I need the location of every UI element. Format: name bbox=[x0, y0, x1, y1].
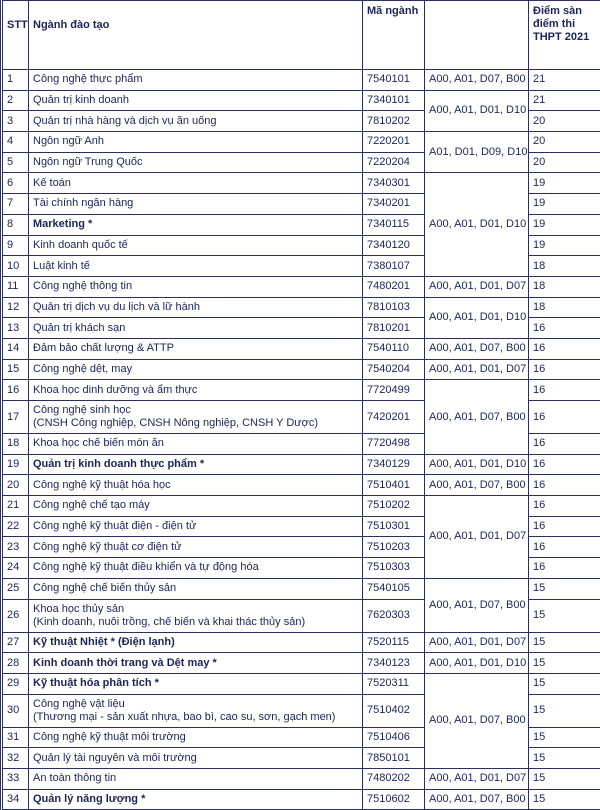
major-subtitle: (CNSH Công nghiệp, CNSH Nông nghiệp, CNSH Y Dược) bbox=[33, 417, 318, 429]
row-major-name bbox=[29, 173, 363, 194]
major-name: Công nghệ kỹ thuật hóa học bbox=[33, 479, 171, 491]
row-stt: 5 bbox=[2, 152, 29, 173]
row-stt: 12 bbox=[2, 297, 29, 318]
row-code: 7510602 bbox=[363, 789, 425, 810]
row-stt: 33 bbox=[2, 768, 29, 789]
row-code: 7540110 bbox=[363, 338, 425, 359]
row-major-name bbox=[29, 338, 363, 359]
major-name: Công nghệ kỹ thuật cơ điện tử bbox=[33, 541, 182, 553]
row-score: 15 bbox=[529, 748, 600, 769]
row-combo: A00, A01, D01, D07 bbox=[425, 632, 529, 653]
row-major-name bbox=[29, 768, 363, 789]
header-combo bbox=[425, 1, 529, 70]
row-code: 7340123 bbox=[363, 653, 425, 674]
row-stt: 24 bbox=[2, 558, 29, 579]
row-major-name bbox=[29, 789, 363, 810]
row-major-name bbox=[29, 318, 363, 339]
row-code: 7520115 bbox=[363, 632, 425, 653]
row-stt: 26 bbox=[2, 599, 29, 632]
table-row bbox=[2, 276, 600, 297]
row-combo: A00, A01, D01, D10 bbox=[425, 90, 529, 131]
row-combo: A00, A01, D01, D10 bbox=[425, 454, 529, 475]
header-major: Ngành đào tạo bbox=[29, 1, 363, 70]
row-code: 7340201 bbox=[363, 194, 425, 215]
row-code: 7340115 bbox=[363, 214, 425, 235]
row-stt: 15 bbox=[2, 359, 29, 380]
major-name: Kỹ thuật Nhiệt * (Điện lạnh) bbox=[33, 636, 175, 648]
row-stt: 30 bbox=[2, 694, 29, 727]
row-stt: 31 bbox=[2, 727, 29, 748]
row-code: 7810202 bbox=[363, 111, 425, 132]
row-major-name bbox=[29, 401, 363, 434]
row-score: 15 bbox=[529, 653, 600, 674]
table-row bbox=[2, 70, 600, 91]
row-code: 7340129 bbox=[363, 454, 425, 475]
major-name: Ngôn ngữ Anh bbox=[33, 135, 104, 147]
major-name: Khoa học dinh dưỡng và ẩm thực bbox=[33, 384, 197, 396]
major-name: Công nghệ chế tạo máy bbox=[33, 499, 150, 511]
major-name: Quản trị kinh doanh bbox=[33, 94, 129, 106]
row-major-name bbox=[29, 516, 363, 537]
major-name: Công nghệ kỹ thuật điện - điện tử bbox=[33, 520, 196, 532]
major-name: Marketing * bbox=[33, 218, 92, 230]
major-name: Ngôn ngữ Trung Quốc bbox=[33, 156, 142, 168]
table-row bbox=[2, 173, 600, 194]
major-name: Quản lý năng lượng * bbox=[33, 793, 145, 805]
major-name: Luật kinh tế bbox=[33, 260, 90, 272]
row-code: 7540204 bbox=[363, 359, 425, 380]
major-name: Công nghệ chế biến thủy sản bbox=[33, 582, 176, 594]
row-stt: 4 bbox=[2, 132, 29, 153]
row-combo: A00, A01, D07, B00 bbox=[425, 380, 529, 454]
row-score: 19 bbox=[529, 214, 600, 235]
row-score: 16 bbox=[529, 558, 600, 579]
row-major-name bbox=[29, 694, 363, 727]
row-combo: A00, A01, D07, B00 bbox=[425, 70, 529, 91]
row-stt: 3 bbox=[2, 111, 29, 132]
major-name: An toàn thông tin bbox=[33, 772, 116, 784]
row-score: 21 bbox=[529, 90, 600, 111]
major-name: Quản trị dịch vụ du lịch và lữ hành bbox=[33, 301, 200, 313]
row-stt: 14 bbox=[2, 338, 29, 359]
row-major-name bbox=[29, 194, 363, 215]
row-code: 7720498 bbox=[363, 434, 425, 455]
row-major-name bbox=[29, 727, 363, 748]
row-code: 7220201 bbox=[363, 132, 425, 153]
row-major-name bbox=[29, 632, 363, 653]
table-body bbox=[2, 70, 600, 810]
row-stt: 22 bbox=[2, 516, 29, 537]
row-score: 18 bbox=[529, 256, 600, 277]
row-stt: 27 bbox=[2, 632, 29, 653]
row-stt: 9 bbox=[2, 235, 29, 256]
row-score: 16 bbox=[529, 401, 600, 434]
major-subtitle: (Thương mại - sản xuất nhựa, bao bì, cao su, sơn, gạch men) bbox=[33, 711, 335, 723]
row-code: 7850101 bbox=[363, 748, 425, 769]
major-name: Kỹ thuật hóa phân tích * bbox=[33, 677, 159, 689]
table-row bbox=[2, 380, 600, 401]
row-score: 15 bbox=[529, 694, 600, 727]
header-score: Điểm sàn điểm thi THPT 2021 bbox=[529, 1, 600, 70]
row-combo: A00, A01, D07, B00 bbox=[425, 338, 529, 359]
row-combo: A00, A01, D01, D07 bbox=[425, 359, 529, 380]
row-stt: 16 bbox=[2, 380, 29, 401]
row-score: 16 bbox=[529, 380, 600, 401]
row-score: 16 bbox=[529, 537, 600, 558]
major-name: Công nghệ kỹ thuật điều khiển và tự động hóa bbox=[33, 561, 259, 573]
row-code: 7480202 bbox=[363, 768, 425, 789]
row-major-name bbox=[29, 558, 363, 579]
row-stt: 28 bbox=[2, 653, 29, 674]
row-score: 15 bbox=[529, 578, 600, 599]
table-row bbox=[2, 768, 600, 789]
row-code: 7340301 bbox=[363, 173, 425, 194]
row-score: 20 bbox=[529, 132, 600, 153]
row-major-name bbox=[29, 70, 363, 91]
row-stt: 20 bbox=[2, 475, 29, 496]
row-major-name bbox=[29, 454, 363, 475]
major-name: Kinh doanh quốc tế bbox=[33, 239, 128, 251]
row-combo: A00, A01, D07, B00 bbox=[425, 578, 529, 632]
table-row bbox=[2, 359, 600, 380]
row-stt: 10 bbox=[2, 256, 29, 277]
row-combo: A00, A01, D07, B00 bbox=[425, 673, 529, 768]
row-score: 15 bbox=[529, 768, 600, 789]
row-stt: 17 bbox=[2, 401, 29, 434]
table-row bbox=[2, 496, 600, 517]
row-score: 15 bbox=[529, 673, 600, 694]
row-score: 16 bbox=[529, 454, 600, 475]
row-code: 7540105 bbox=[363, 578, 425, 599]
row-major-name bbox=[29, 297, 363, 318]
row-stt: 1 bbox=[2, 70, 29, 91]
row-major-name bbox=[29, 475, 363, 496]
table-row bbox=[2, 578, 600, 599]
major-name: Công nghệ kỹ thuật môi trường bbox=[33, 731, 186, 743]
row-score: 18 bbox=[529, 297, 600, 318]
table-row bbox=[2, 475, 600, 496]
major-name: Khoa học thủy sản bbox=[33, 603, 124, 615]
header-stt: STT bbox=[2, 1, 29, 70]
row-major-name bbox=[29, 90, 363, 111]
row-score: 16 bbox=[529, 516, 600, 537]
row-code: 7220204 bbox=[363, 152, 425, 173]
major-name: Tài chính ngân hàng bbox=[33, 197, 133, 209]
row-stt: 34 bbox=[2, 789, 29, 810]
major-name: Công nghệ sinh học bbox=[33, 404, 131, 416]
row-major-name bbox=[29, 380, 363, 401]
row-major-name bbox=[29, 673, 363, 694]
row-code: 7480201 bbox=[363, 276, 425, 297]
row-major-name bbox=[29, 537, 363, 558]
row-score: 20 bbox=[529, 111, 600, 132]
major-name: Đảm bảo chất lượng & ATTP bbox=[33, 342, 174, 354]
row-code: 7510301 bbox=[363, 516, 425, 537]
major-name: Quản trị kinh doanh thực phẩm * bbox=[33, 458, 204, 470]
major-name: Kinh doanh thời trang và Dệt may * bbox=[33, 657, 217, 669]
row-stt: 25 bbox=[2, 578, 29, 599]
row-code: 7340101 bbox=[363, 90, 425, 111]
row-major-name bbox=[29, 256, 363, 277]
row-score: 15 bbox=[529, 727, 600, 748]
row-code: 7510402 bbox=[363, 694, 425, 727]
row-combo: A00, A01, D01, D10 bbox=[425, 297, 529, 338]
row-code: 7620303 bbox=[363, 599, 425, 632]
row-major-name bbox=[29, 111, 363, 132]
row-combo: A00, A01, D07, B00 bbox=[425, 789, 529, 810]
table-row bbox=[2, 90, 600, 111]
header-code: Mã ngành bbox=[363, 1, 425, 70]
row-stt: 7 bbox=[2, 194, 29, 215]
row-stt: 6 bbox=[2, 173, 29, 194]
major-name: Công nghệ thực phẩm bbox=[33, 73, 143, 85]
table-row bbox=[2, 338, 600, 359]
row-code: 7510401 bbox=[363, 475, 425, 496]
major-name: Công nghệ dệt, may bbox=[33, 363, 132, 375]
row-stt: 2 bbox=[2, 90, 29, 111]
table-row bbox=[2, 454, 600, 475]
row-code: 7810103 bbox=[363, 297, 425, 318]
major-name: Khoa học chế biến món ăn bbox=[33, 437, 164, 449]
major-name: Công nghệ vật liệu bbox=[33, 698, 125, 710]
major-name: Quản trị nhà hàng và dịch vụ ăn uống bbox=[33, 115, 216, 127]
table-row bbox=[2, 673, 600, 694]
row-major-name bbox=[29, 214, 363, 235]
row-score: 19 bbox=[529, 194, 600, 215]
row-score: 16 bbox=[529, 338, 600, 359]
row-major-name bbox=[29, 235, 363, 256]
row-stt: 13 bbox=[2, 318, 29, 339]
row-score: 16 bbox=[529, 318, 600, 339]
row-score: 15 bbox=[529, 789, 600, 810]
row-score: 20 bbox=[529, 152, 600, 173]
row-score: 16 bbox=[529, 359, 600, 380]
row-major-name bbox=[29, 748, 363, 769]
row-combo: A00, A01, D01, D07 bbox=[425, 276, 529, 297]
row-code: 7810201 bbox=[363, 318, 425, 339]
row-stt: 11 bbox=[2, 276, 29, 297]
major-name: Quản lý tài nguyên và môi trường bbox=[33, 752, 197, 764]
row-major-name bbox=[29, 599, 363, 632]
row-code: 7510406 bbox=[363, 727, 425, 748]
major-name: Kế toán bbox=[33, 177, 71, 189]
row-major-name bbox=[29, 653, 363, 674]
row-stt: 8 bbox=[2, 214, 29, 235]
row-code: 7520311 bbox=[363, 673, 425, 694]
row-score: 19 bbox=[529, 235, 600, 256]
row-score: 15 bbox=[529, 632, 600, 653]
row-combo: A00, A01, D01, D07 bbox=[425, 768, 529, 789]
table-row bbox=[2, 632, 600, 653]
major-name: Quản trị khách sạn bbox=[33, 322, 125, 334]
row-code: 7510303 bbox=[363, 558, 425, 579]
row-combo: A00, A01, D01, D07 bbox=[425, 496, 529, 579]
row-code: 7340120 bbox=[363, 235, 425, 256]
row-major-name bbox=[29, 132, 363, 153]
row-code: 7540101 bbox=[363, 70, 425, 91]
table-row bbox=[2, 297, 600, 318]
row-stt: 21 bbox=[2, 496, 29, 517]
row-major-name bbox=[29, 434, 363, 455]
table-row bbox=[2, 789, 600, 810]
row-score: 15 bbox=[529, 599, 600, 632]
row-combo: A00, A01, D01, D10 bbox=[425, 173, 529, 276]
row-code: 7380107 bbox=[363, 256, 425, 277]
major-name: Công nghệ thông tin bbox=[33, 280, 132, 292]
row-major-name bbox=[29, 496, 363, 517]
header-row bbox=[2, 1, 600, 70]
row-score: 19 bbox=[529, 173, 600, 194]
row-stt: 23 bbox=[2, 537, 29, 558]
row-score: 16 bbox=[529, 496, 600, 517]
row-code: 7510203 bbox=[363, 537, 425, 558]
row-major-name bbox=[29, 152, 363, 173]
row-score: 16 bbox=[529, 475, 600, 496]
row-combo: A01, D01, D09, D10 bbox=[425, 132, 529, 173]
row-major-name bbox=[29, 276, 363, 297]
row-score: 21 bbox=[529, 70, 600, 91]
row-code: 7510202 bbox=[363, 496, 425, 517]
row-major-name bbox=[29, 359, 363, 380]
row-combo: A00, A01, D01, D10 bbox=[425, 653, 529, 674]
row-stt: 19 bbox=[2, 454, 29, 475]
row-code: 7720499 bbox=[363, 380, 425, 401]
row-score: 18 bbox=[529, 276, 600, 297]
major-subtitle: (Kinh doanh, nuôi trồng, chế biến và khai thác thủy sản) bbox=[33, 616, 305, 628]
row-combo: A00, A01, D07, B00 bbox=[425, 475, 529, 496]
row-code: 7420201 bbox=[363, 401, 425, 434]
row-stt: 29 bbox=[2, 673, 29, 694]
table-row bbox=[2, 132, 600, 153]
row-major-name bbox=[29, 578, 363, 599]
row-stt: 32 bbox=[2, 748, 29, 769]
table-row bbox=[2, 653, 600, 674]
row-score: 16 bbox=[529, 434, 600, 455]
row-stt: 18 bbox=[2, 434, 29, 455]
